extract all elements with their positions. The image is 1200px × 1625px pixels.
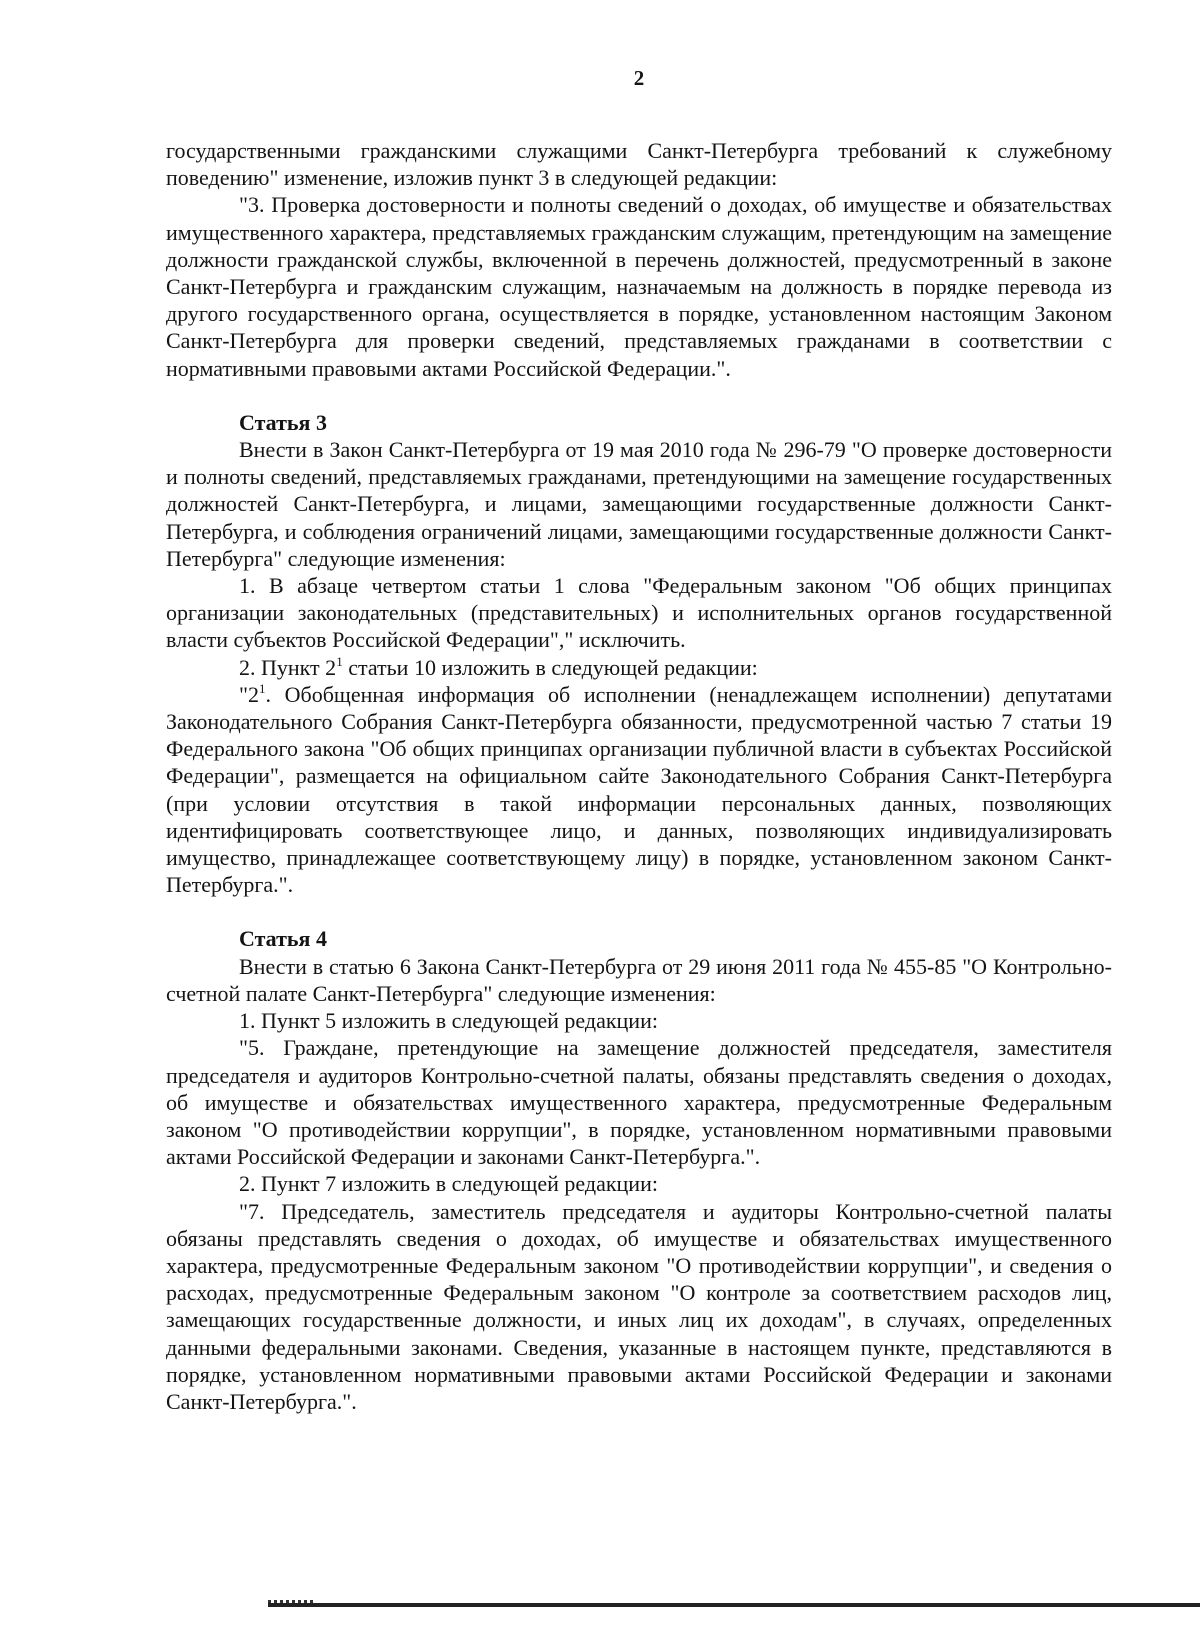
- article-3-item-2: [166, 654, 1112, 681]
- article-4-heading: Статья 4: [239, 926, 327, 952]
- article-4-intro: Внести в статью 6 Закона Санкт-Петербурга от 29 июня 2011 года № 455-85 "О Контрольно-счетной палате Санкт-Петербурга" следующие изменения:: [166, 953, 1112, 1006]
- paragraph-point-3: "3. Проверка достоверности и полноты сведений о доходах, об имуществе и обязательствах имущественного характера, представляемых гражданским служащим, претендующим на замещение должности гражданской службы, включенной в перечень должностей, предусмотренный в законе Санкт-Петербурга и гражданским служащим, назначаемым на должность в порядке перевода из другого государственного органа, осуществляется в порядке, установленном настоящим Законом Санкт-Петербурга для проверки сведений, представляемых гражданами в соответствии с нормативными правовыми актами Российской Федерации.".: [166, 192, 1112, 381]
- point-2-1-body: . Обобщенная информация об исполнении (ненадлежащем исполнении) депутатами Законодательного Собрания Санкт-Петербурга обязанности, предусмотренной частью 7 статьи 19 Федерального закона "Об общих принципах организации публичной власти в субъектах Российской Федерации", размещается на официальном сайте Законодательного Собрания Санкт-Петербурга (при условии отсутствия в такой информации персональных данных, позволяющих идентифицировать соответствующее лицо, и данных, позволяющих индивидуализировать имущество, принадлежащее соответствующему лицу) в порядке, установленном законом Санкт-Петербурга.".: [166, 681, 1112, 898]
- scan-artifact-line: [268, 1603, 1200, 1607]
- superscript: 1: [336, 653, 343, 669]
- paragraph-continuation: государственными гражданскими служащими Санкт-Петербурга требований к служебному поведению" изменение, изложив пункт 3 в следующей редакции:: [166, 138, 1112, 191]
- item-2-text-start: 2. Пункт 2: [239, 654, 337, 680]
- article-3-point-2-1-text: [166, 681, 1112, 899]
- article-4-item-2: 2. Пункт 7 изложить в следующей редакции:: [239, 1171, 658, 1197]
- article-3-item-1: 1. В абзаце четвертом статьи 1 слова "Федеральным законом "Об общих принципах организации законодательных (представительных) и исполнительных органов государственной власти субъектов Российской Федерации"," исключить.: [166, 573, 1112, 653]
- article-4-point-7-text: "7. Председатель, заместитель председателя и аудиторы Контрольно-счетной палаты обязаны представлять сведения о доходах, об имуществе и обязательствах имущественного характера, предусмотренные Федеральным законом "О противодействии коррупции", и сведения о расходах, предусмотренные Федеральным законом "О контроле за соответствием расходов лиц, замещающих государственные должности, и иных лиц их доходам", в случаях, определенных данными федеральными законами. Сведения, указанные в настоящем пункте, представляются в порядке, установленном нормативными правовыми актами Российской Федерации и законами Санкт-Петербурга.".: [166, 1198, 1112, 1414]
- point-2-1-start: "2: [239, 681, 259, 707]
- item-2-text-end: статьи 10 изложить в следующей редакции:: [342, 654, 758, 680]
- article-3-intro: Внести в Закон Санкт-Петербурга от 19 мая 2010 года № 296-79 "О проверке достоверности и полноты сведений, представляемых гражданами, претендующими на замещение государственных должностей Санкт-Петербурга, и лицами, замещающими государственные должности Санкт-Петербурга, и соблюдения ограничений лицами, замещающими государственные должности Санкт-Петербурга" следующие изменения:: [166, 437, 1112, 571]
- article-4-point-5-text: "5. Граждане, претендующие на замещение должностей председателя, заместителя председателя и аудиторов Контрольно-счетной палаты, обязаны представлять сведения о доходах, об имуществе и обязательствах имущественного характера, предусмотренные Федеральным законом "О противодействии коррупции", в порядке, установленном нормативными правовыми актами Российской Федерации и законами Санкт-Петербурга.".: [166, 1035, 1112, 1170]
- article-3-heading: Статья 3: [239, 409, 327, 435]
- superscript: 1: [258, 680, 266, 696]
- document-body: [166, 137, 1112, 1415]
- article-4-item-1: 1. Пункт 5 изложить в следующей редакции:: [239, 1008, 658, 1034]
- page-number: 2: [633, 66, 645, 90]
